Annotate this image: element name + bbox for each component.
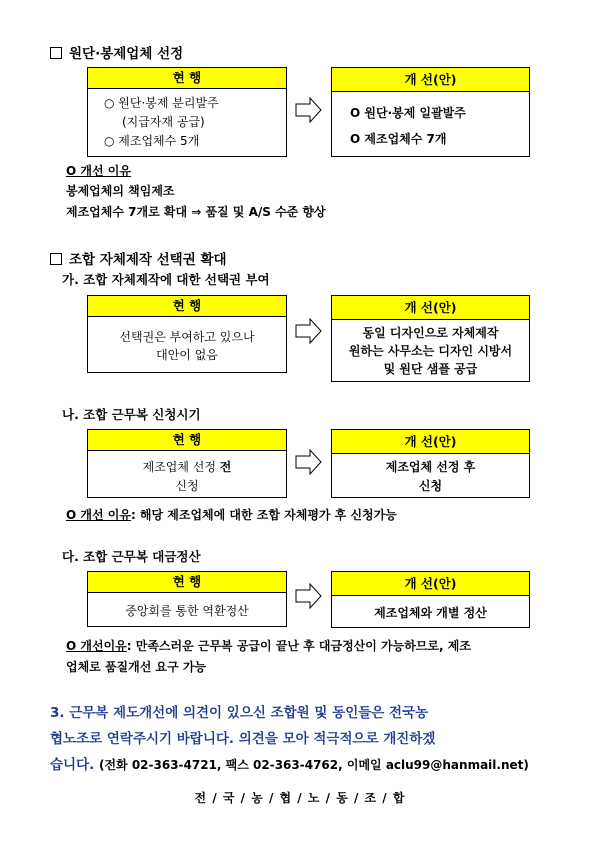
- current-header: 현 행: [88, 296, 286, 317]
- contact-info: (전화 02-363-4721, 팩스 02-363-4762, 이메일 aclu99@hanmail.net): [98, 758, 529, 772]
- right-arrow-icon: [295, 97, 323, 123]
- current-line: 선택권은 부여하고 있으나: [119, 330, 255, 344]
- improve-header: 개 선(안): [332, 296, 529, 320]
- current-line: ○ 원단·봉제 분리발주: [104, 96, 219, 110]
- section-1-title: 원단·봉제업체 선정: [50, 42, 183, 62]
- section-1-improve-box: [331, 67, 530, 157]
- subsection-b-title: 나. 조합 근무복 신청시기: [62, 407, 201, 422]
- subsection-b-improve-box: [331, 429, 530, 498]
- reason-text: : 만족스러운 근무복 공급이 끝난 후 대금정산이 가능하므로, 제조: [126, 639, 471, 653]
- subsection-c-improve-box: [331, 571, 530, 628]
- improve-line: 제조업체와 개별 정산: [374, 606, 487, 620]
- improve-header: 개 선(안): [332, 572, 529, 596]
- improve-line: 동일 디자인으로 자체제작: [362, 326, 499, 340]
- right-arrow-icon: [295, 583, 323, 609]
- closing-paragraph: [50, 700, 560, 778]
- improve-line: O 원단·봉제 일괄발주: [350, 106, 466, 120]
- subsection-a-improve-box: [331, 295, 530, 382]
- subsection-a-title: 가. 조합 자체제작에 대한 선택권 부여: [62, 272, 270, 287]
- closing-line: 협노조로 연락주시기 바랍니다. 의견을 모아 적극적으로 개진하겠: [50, 731, 436, 747]
- current-line: 제조업체 선정: [142, 460, 220, 474]
- reason-label: O 개선이유: [66, 639, 127, 653]
- current-line: 중앙회를 통한 역환정산: [125, 604, 249, 618]
- checkbox-square-icon: [50, 47, 62, 59]
- subsection-a-current-box: [87, 295, 287, 373]
- improve-line: 원하는 사무소는 디자인 시방서: [348, 344, 513, 358]
- reason-text: 봉제업체의 책임제조: [66, 184, 175, 198]
- current-line: 대안이 없음: [156, 348, 218, 362]
- reason-text: : 해당 제조업체에 대한 조합 자체평가 후 신청가능: [130, 508, 397, 522]
- subsection-b-current-box: [87, 429, 287, 498]
- subsection-c-current-box: [87, 571, 287, 627]
- section-2-title: 조합 자체제작 선택권 확대: [50, 248, 227, 268]
- section-1-current-box: [87, 67, 287, 157]
- current-line-emphasis: 전: [219, 460, 232, 474]
- current-line: (지급자재 공급): [122, 115, 205, 129]
- current-line: 신청: [175, 479, 199, 493]
- improve-line: O 제조업체수 7개: [350, 132, 447, 146]
- subsection-c-title: 다. 조합 근무복 대금정산: [62, 549, 201, 564]
- current-header: 현 행: [88, 572, 286, 593]
- right-arrow-icon: [295, 449, 323, 475]
- footer-org-name: 전 / 국 / 농 / 협 / 노 / 동 / 조 / 합: [194, 791, 406, 805]
- current-header: 현 행: [88, 68, 286, 89]
- reason-label: O 개선 이유: [66, 164, 131, 178]
- right-arrow-icon: [295, 318, 323, 344]
- current-header: 현 행: [88, 430, 286, 451]
- improve-line: 제조업체 선정 후: [385, 460, 476, 474]
- checkbox-square-icon: [50, 253, 62, 265]
- closing-line: 3. 근무복 제도개선에 의견이 있으신 조합원 및 동인들은 전국농: [50, 705, 429, 721]
- current-line: ○ 제조업체수 5개: [104, 134, 200, 148]
- closing-line: 습니다.: [50, 757, 95, 773]
- reason-text: 제조업체수 7개로 확대 ⇒ 품질 및 A/S 수준 향상: [66, 205, 326, 219]
- improve-header: 개 선(안): [332, 68, 529, 92]
- improve-header: 개 선(안): [332, 430, 529, 454]
- improve-line: 및 원단 샘플 공급: [383, 362, 478, 376]
- improve-line: 신청: [418, 479, 443, 493]
- reason-text: 업체로 품질개선 요구 가능: [66, 660, 207, 674]
- reason-label: O 개선 이유: [66, 508, 131, 522]
